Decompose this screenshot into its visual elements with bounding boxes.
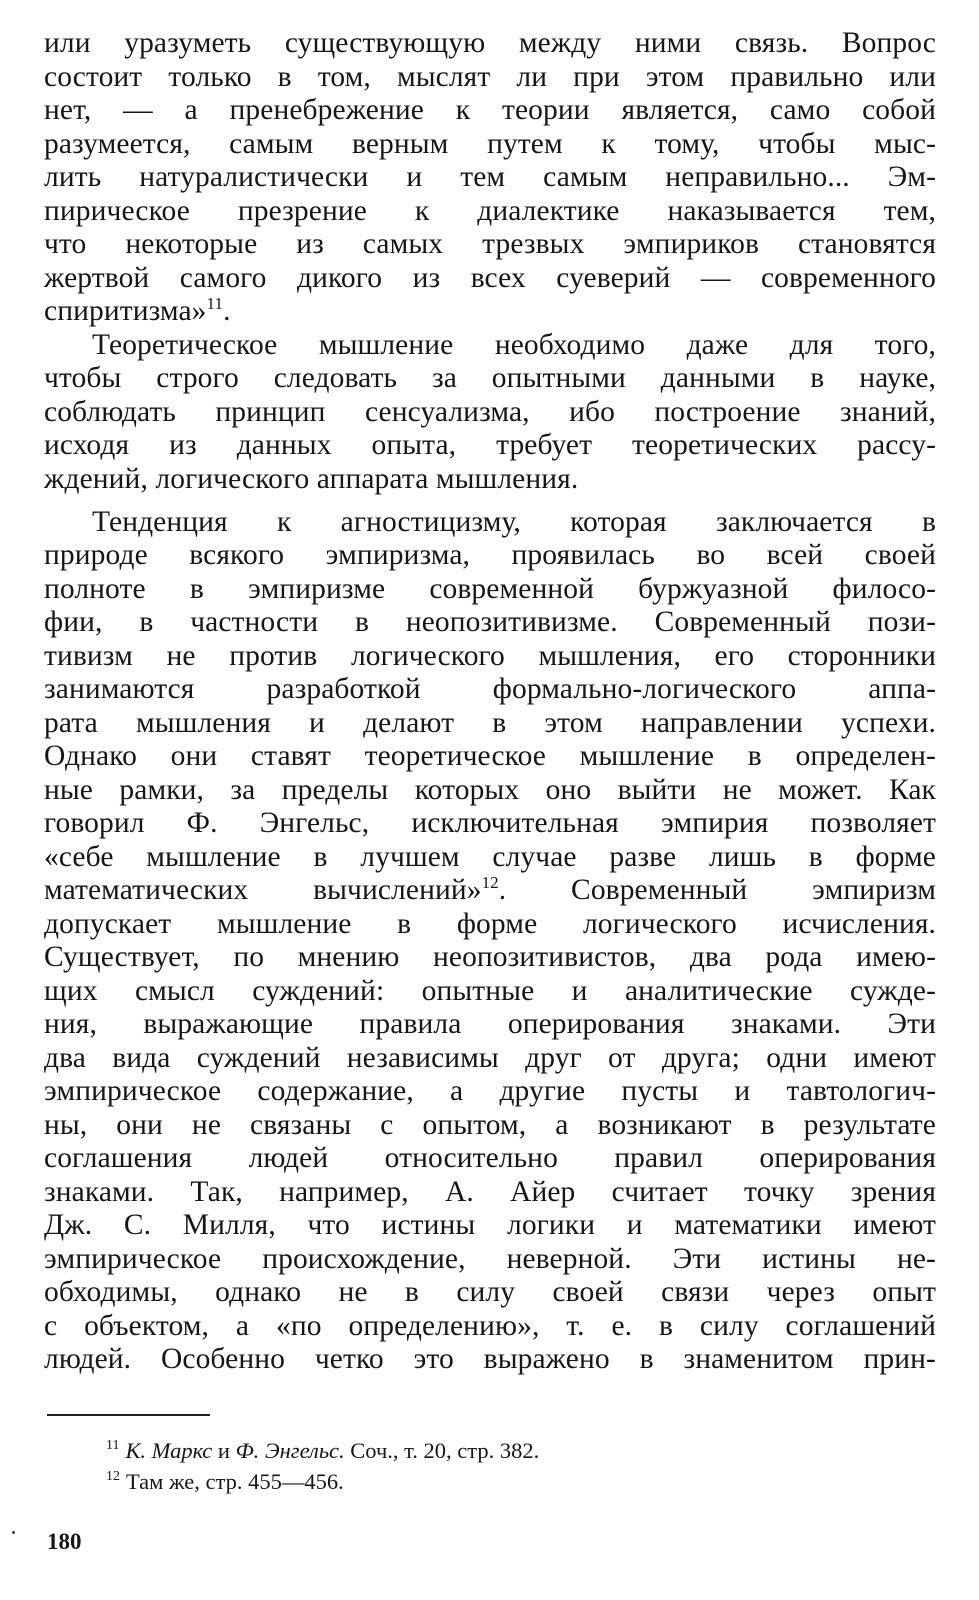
text-line: ния, выражающие правила оперирования знаками. Эти [44,1008,936,1040]
paragraph-first-line: Тенденция к агностицизму, которая заключается в [92,506,936,538]
text-line: соглашения людей относительно правил оперирования [44,1142,936,1174]
text-line: жертвой самого дикого из всех суеверий — современного [44,262,936,294]
text-line: или уразуметь существующую между ними связь. Вопрос [44,27,936,59]
footnote-text: и [212,1438,236,1463]
text-line: людей. Особенно четко это выражено в знаменитом прин- [44,1343,936,1375]
text-line: соблюдать принцип сенсуализма, ибо построение знаний, [44,396,936,428]
paragraph-first-line: Теоретическое мышление необходимо даже для того, [92,329,936,361]
footnote-divider [47,1414,210,1416]
text-line: разумеется, самым верным путем к тому, чтобы мыс- [44,128,936,160]
footnote-text: Там же, стр. 455—456. [126,1469,344,1494]
text-line: спиритизма»$^{11}$. [44,294,231,327]
text-line: занимаются разработкой формально-логического аппа- [44,673,936,705]
footnote-reference: 12 [481,873,499,892]
text-line: лить натуралистически и тем самым неправильно... Эм- [44,161,936,193]
text-line: «себе мышление в лучшем случае разве лишь в форме [44,841,936,873]
text-line: что некоторые из самых трезвых эмпириков становятся [44,228,936,260]
text-line: фии, в частности в неопозитивизме. Современный пози- [44,606,936,638]
text-line: знаками. Так, например, А. Айер считает точку зрения [44,1176,936,1208]
text-line: чтобы строго следовать за опытными данными в науке, [44,362,936,394]
text-line [44,874,936,907]
text-line: природе всякого эмпиризма, проявилась во всей своей [44,539,936,571]
page-number: 180 [47,1529,82,1554]
text-line: Существует, по мнению неопозитивистов, два рода имею- [44,941,936,973]
text-line: ны, они не связаны с опытом, а возникают в результате [44,1109,936,1141]
text-line: исходя из данных опыта, требует теоретических рассу- [44,429,936,461]
text-fragment: математических вычислений» [44,874,482,906]
text-line: нет, — а пренебрежение к теории является, само собой [44,94,936,126]
text-line: говорил Ф. Энгельс, исключительная эмпирия позволяет [44,807,936,839]
text-line: пирическое презрение к диалектике наказывается тем, [44,195,936,227]
text-line: ные рамки, за пределы которых оно выйти не может. Как [44,774,936,806]
footnote [106,1438,539,1464]
text-line: обходимы, однако не в силу своей связи через опыт [44,1276,936,1308]
text-fragment: . Современный эмпиризм [498,874,936,906]
footnote-number: 12 [106,1469,120,1484]
text-line: щих смысл суждений: опытные и аналитические сужде- [44,975,936,1007]
text-line: эмпирическое содержание, а другие пусты и тавтологич- [44,1075,936,1107]
text-line: состоит только в том, мыслят ли при этом правильно или [44,61,936,93]
footnote-number: 11 [106,1438,120,1453]
text-line: допускает мышление в форме логического исчисления. [44,908,936,940]
footnote-reference: 11 [206,294,224,313]
text-line: ждений, логического аппарата мышления. [44,463,579,495]
text-line: рата мышления и делают в этом направлении успехи. [44,707,936,739]
footnote [106,1469,344,1495]
text-fragment: спиритизма» [44,295,207,327]
text-line: Однако они ставят теоретическое мышление в определен- [44,740,936,772]
margin-mark [12,1531,15,1534]
text-line: эмпирическое происхождение, неверной. Эти истины не- [44,1243,936,1275]
footnote-text: Соч., т. 20, стр. 382. [344,1438,540,1463]
text-line: тивизм не против логического мышления, его сторонники [44,640,936,672]
footnote-author: Ф. Энгельс. [235,1438,345,1463]
text-line: Дж. С. Милля, что истины логики и математики имеют [44,1209,936,1241]
text-line: с объектом, а «по определению», т. е. в силу соглашений [44,1310,936,1342]
footnote-author: К. Маркс [125,1438,213,1463]
text-line: полноте в эмпиризме современной буржуазной филосо- [44,573,936,605]
text-line: два вида суждений независимы друг от друга; одни имеют [44,1042,936,1074]
